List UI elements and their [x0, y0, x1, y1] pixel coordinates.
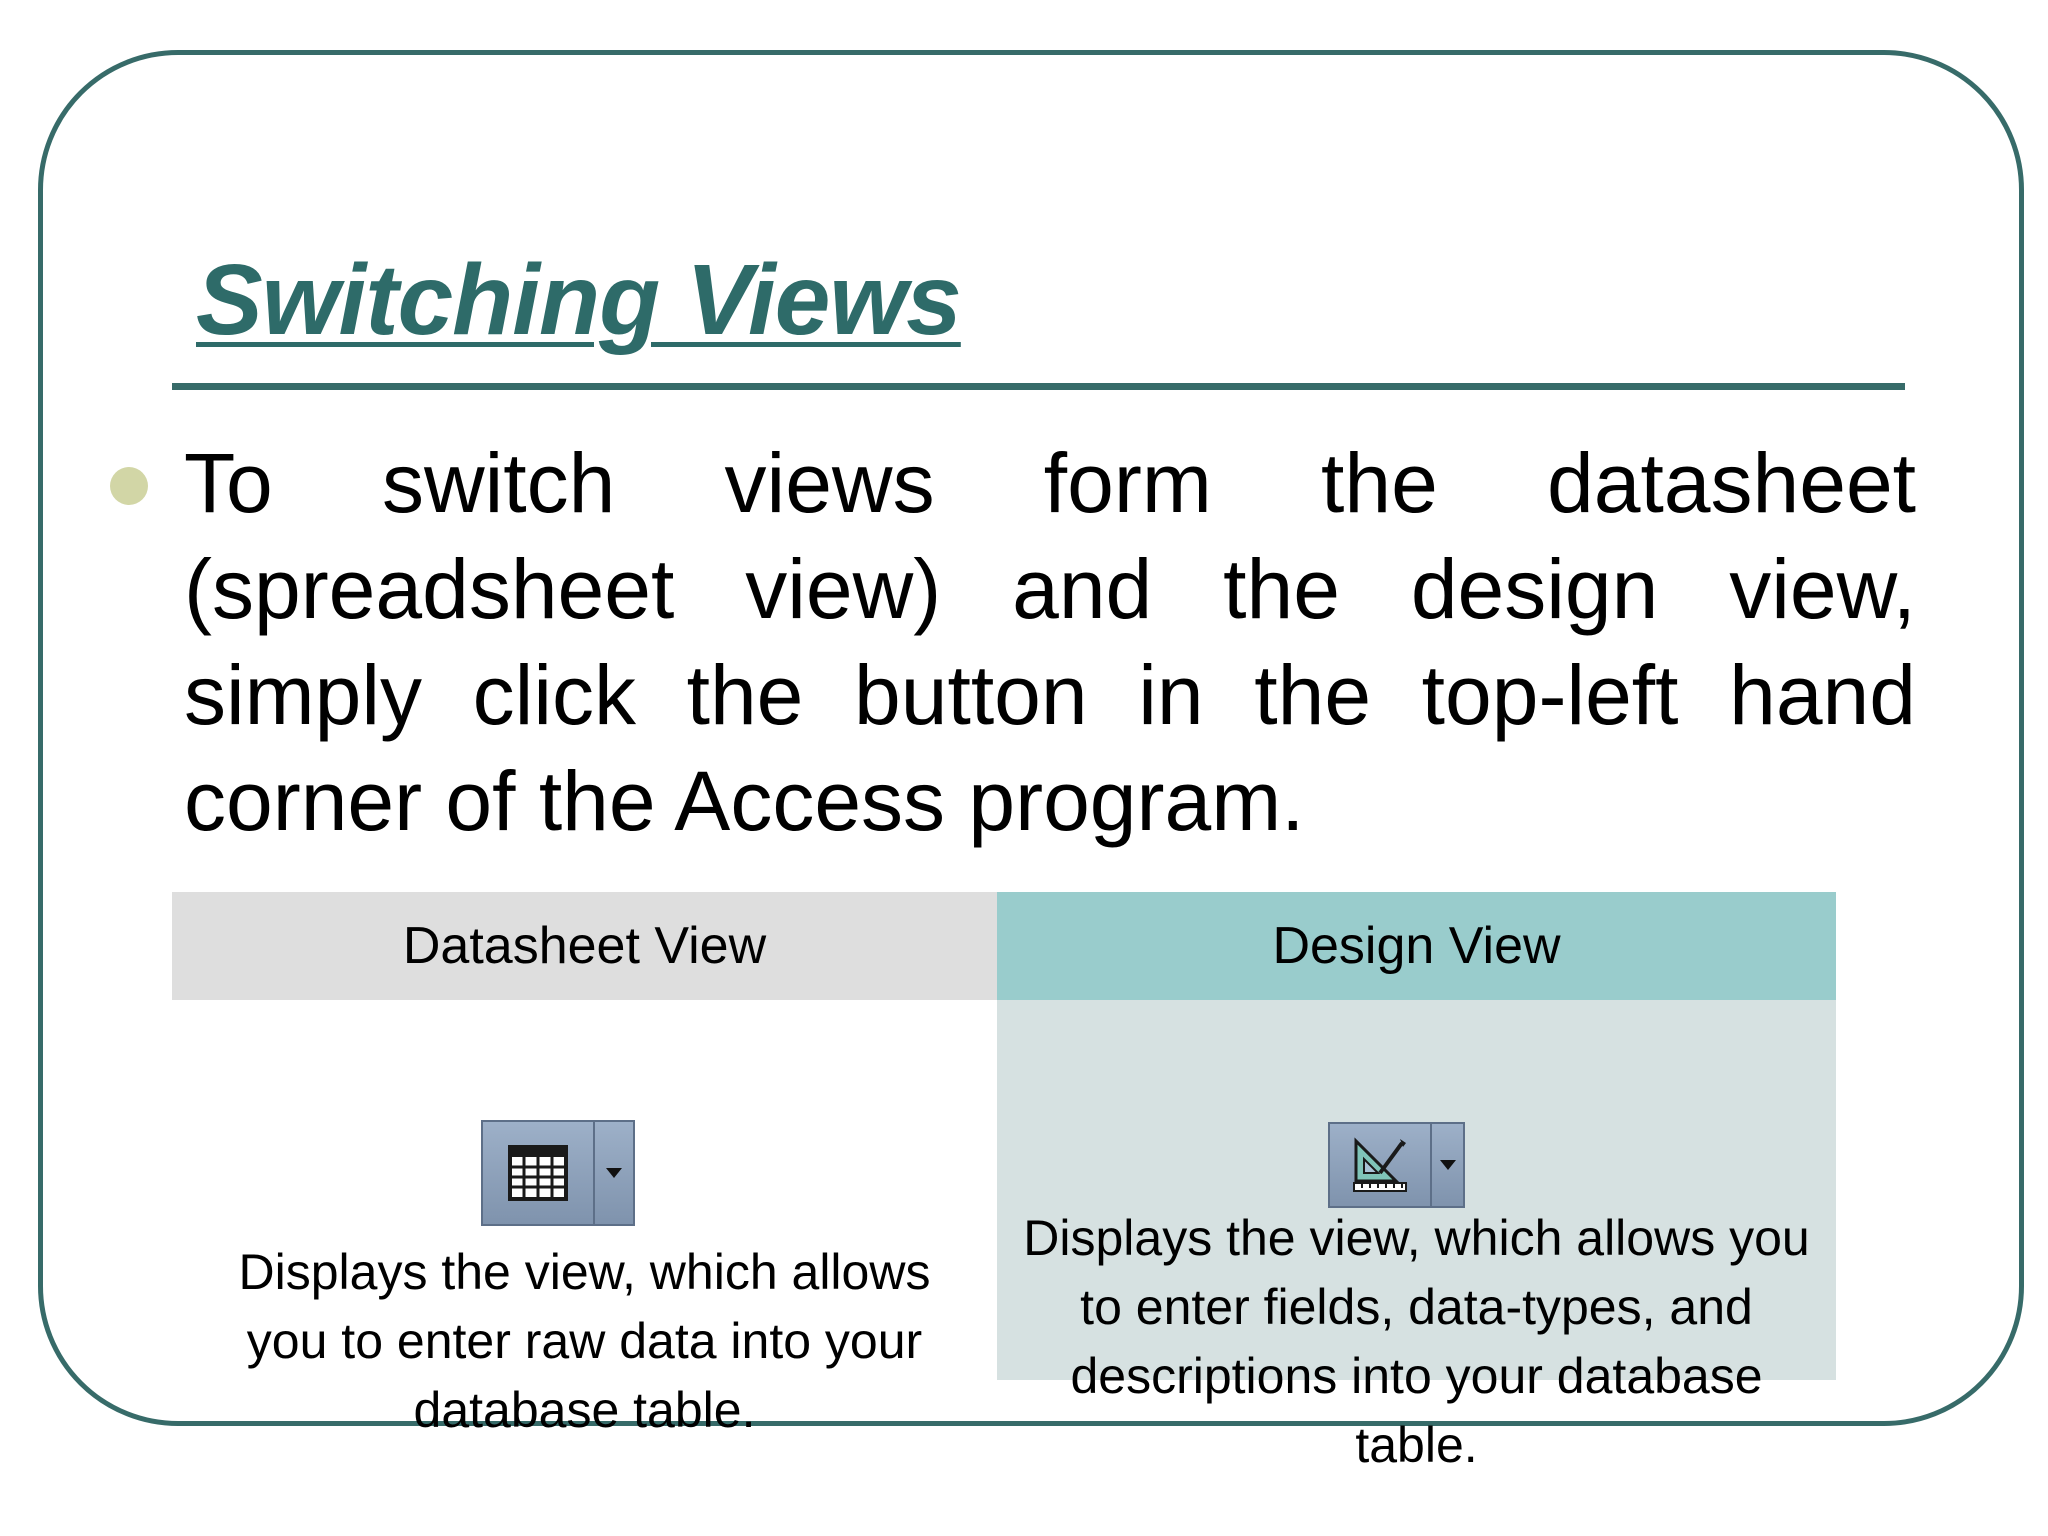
design-view-column — [997, 892, 1836, 1473]
datasheet-view-column — [172, 892, 997, 1438]
design-view-description: Displays the view, which allows you to enter fields, data-types, and descriptions into your database table. — [1023, 1210, 1810, 1473]
bullet-icon — [110, 467, 148, 505]
datasheet-view-body — [172, 1000, 997, 1438]
datasheet-view-icon — [483, 1122, 595, 1224]
title-divider — [172, 383, 1905, 390]
slide-title: Switching Views — [196, 244, 961, 356]
datasheet-view-button[interactable] — [481, 1120, 635, 1226]
chevron-down-icon[interactable] — [595, 1122, 633, 1224]
design-view-header: Design View — [997, 892, 1836, 1000]
design-view-body — [997, 1000, 1836, 1473]
datasheet-view-header: Datasheet View — [172, 892, 997, 1000]
chevron-down-icon[interactable] — [1432, 1124, 1463, 1206]
bullet-text: To switch views form the datasheet (spreadsheet view) and the design view, simply click the button in the top-left hand corner of the Access program. — [184, 436, 1916, 848]
views-table — [172, 892, 1836, 1473]
design-view-button[interactable] — [1328, 1122, 1465, 1208]
datasheet-view-description: Displays the view, which allows you to enter raw data into your database table. — [238, 1244, 931, 1438]
design-view-icon — [1330, 1124, 1432, 1206]
